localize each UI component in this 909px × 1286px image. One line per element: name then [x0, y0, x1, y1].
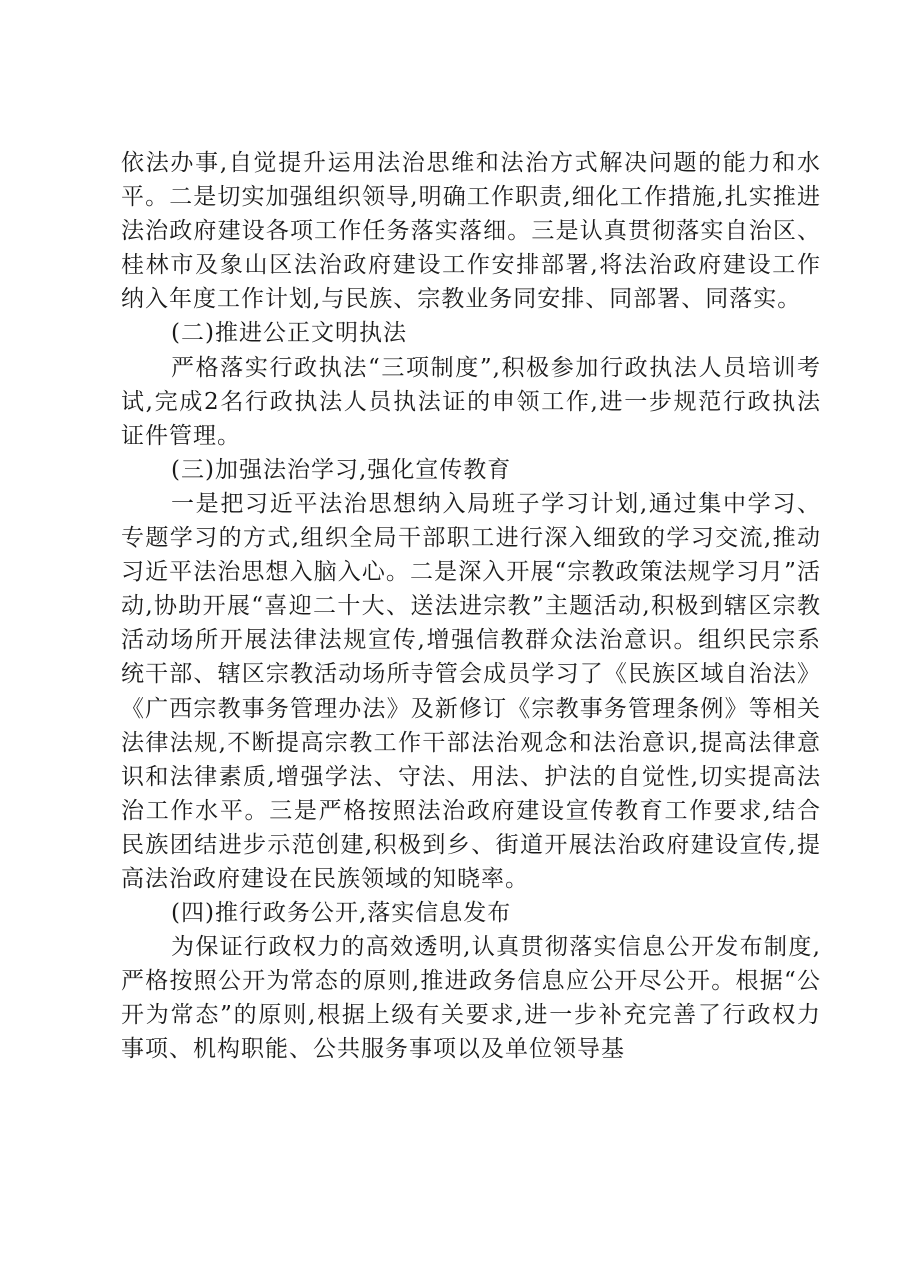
section-heading-2: (二)推进公正文明执法 [171, 320, 407, 347]
body-paragraph-continued: 依法办事,自觉提升运用法治思维和法治方式解决问题的能力和水平。二是切实加强组织领导,明确工作职责,细化工作措施,扎实推进法治政府建设各项工作任务落实落细。三是认真贯彻落实自治区、桂林市及象山区法治政府建设工作安排部署,将法治政府建设工作纳入年度工作计划,与民族、宗教业务同安排、同部署、同落实。 [121, 150, 821, 313]
body-paragraph: 一是把习近平法治思想纳入局班子学习计划,通过集中学习、专题学习的方式,组织全局干部职工进行深入细致的学习交流,推动习近平法治思想入脑入心。二是深入开展“宗教政策法规学习月”活动,协助开展“喜迎二十大、送法进宗教”主题活动,积极到辖区宗教活动场所开展法律法规宣传,增强信教群众法治意识。组织民宗系统干部、辖区宗教活动场所寺管会成员学习了《民族区域自治法》《广西宗教事务管理办法》及新修订《宗教事务管理条例》等相关法律法规,不断提高宗教工作干部法治观念和法治意识,提高法律意识和法律素质,增强学法、守法、用法、护法的自觉性,切实提高法治工作水平。三是严格按照法治政府建设宣传教育工作要求,结合民族团结进步示范创建,积极到乡、街道开展法治政府建设宣传,提高法治政府建设在民族领域的知晓率。 [121, 490, 821, 892]
body-paragraph: 为保证行政权力的高效透明,认真贯彻落实信息公开发布制度,严格按照公开为常态的原则,推进政务信息应公开尽公开。根据“公开为常态”的原则,根据上级有关要求,进一步补充完善了行政权力事项、机构职能、公共服务事项以及单位领导基 [121, 934, 821, 1063]
body-paragraph: 严格落实行政执法“三项制度”,积极参加行政执法人员培训考试,完成2名行政执法人员执法证的申领工作,进一步规范行政执法证件管理。 [121, 354, 821, 449]
document-body [121, 146, 821, 1067]
section-heading-4: (四)推行政务公开,落实信息发布 [171, 900, 512, 927]
section-heading-3: (三)加强法治学习,强化宣传教育 [171, 456, 512, 483]
